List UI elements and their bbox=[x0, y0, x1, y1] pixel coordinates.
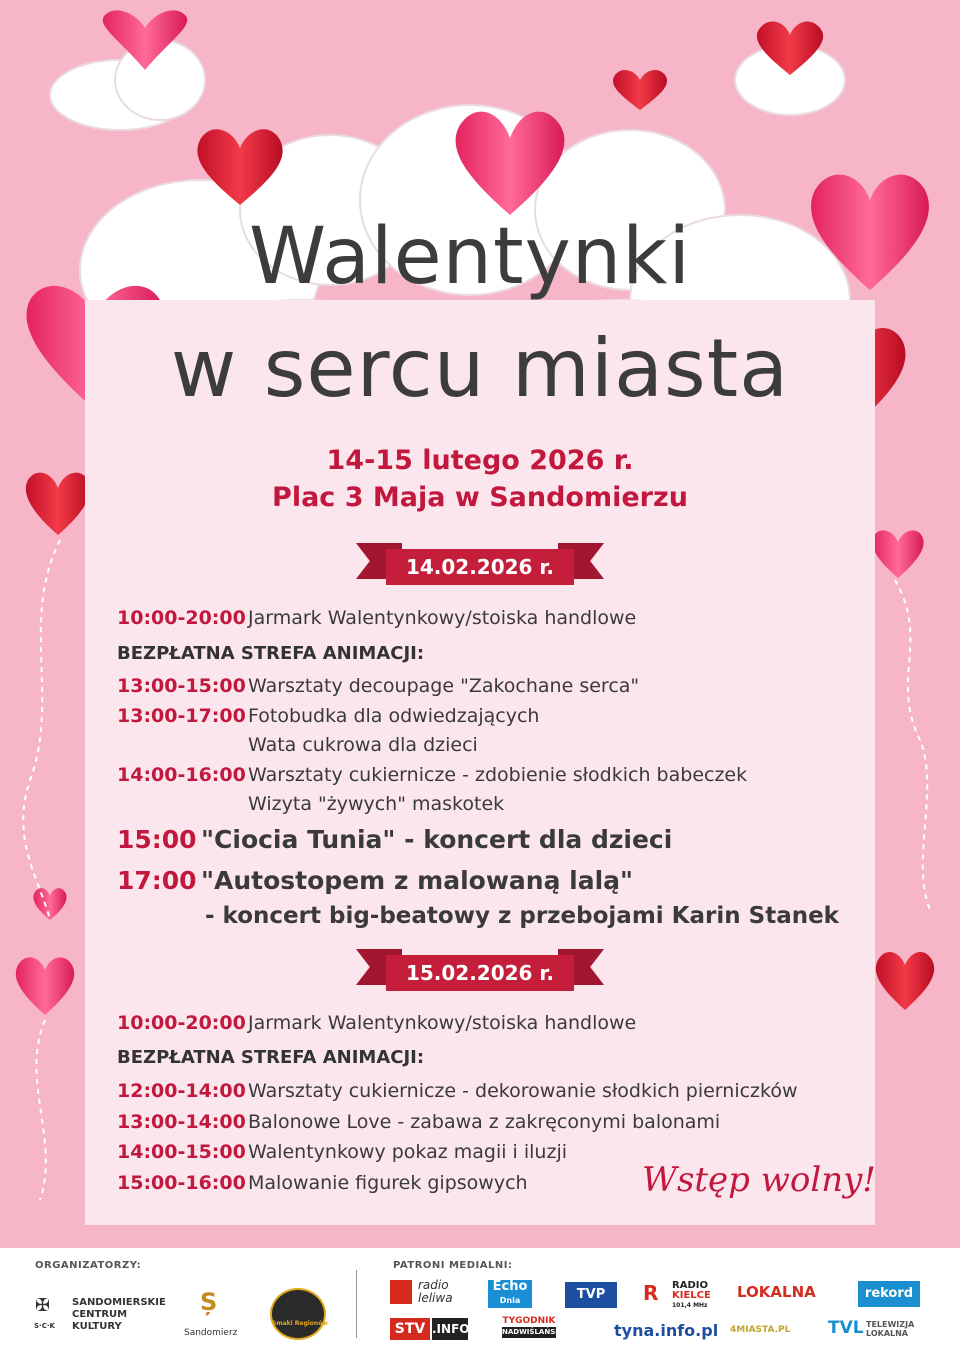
tvp-logo: TVP bbox=[565, 1282, 617, 1308]
stv-info-logo: .INFO bbox=[432, 1318, 468, 1340]
day2-item bbox=[117, 1141, 567, 1163]
media-label: PATRONI MEDIALNI: bbox=[393, 1260, 513, 1271]
smaki-regionow-logo: Smaki Regionów bbox=[270, 1288, 326, 1340]
concert-name: "Autostopem z malowaną lalą" bbox=[201, 866, 634, 895]
radio-leliwa-icon bbox=[390, 1280, 412, 1304]
activity: Jarmark Walentynkowy/stoiska handlowe bbox=[248, 1012, 637, 1034]
title-line1: Walentynki bbox=[248, 212, 692, 302]
free-entry-note: Wstęp wolny! bbox=[642, 1160, 876, 1200]
day1-item bbox=[117, 675, 639, 697]
tvl-logo-text: TELEWIZJA LOKALNA bbox=[866, 1320, 915, 1338]
sck-logo-icon: ✠ bbox=[35, 1295, 51, 1316]
time: 12:00-14:00 bbox=[117, 1080, 246, 1102]
day2-item bbox=[117, 1172, 528, 1194]
day1-item bbox=[117, 705, 539, 727]
activity: Warsztaty cukiernicze - zdobienie słodkich babeczek bbox=[248, 764, 748, 786]
footer-divider bbox=[356, 1270, 357, 1338]
time: 14:00-15:00 bbox=[117, 1141, 246, 1163]
day1-item bbox=[117, 764, 747, 786]
concert-name: "Ciocia Tunia" bbox=[201, 825, 396, 854]
rekord-logo: rekord bbox=[858, 1281, 920, 1307]
day1-label: 14.02.2026 r. bbox=[386, 549, 574, 585]
time: 10:00-20:00 bbox=[117, 1012, 246, 1034]
echo-dnia-logo: Echo Dnia bbox=[488, 1280, 532, 1308]
concert-desc: - koncert dla dzieci bbox=[395, 825, 673, 854]
day2-market-row bbox=[117, 1012, 636, 1034]
day1-ribbon bbox=[360, 543, 600, 585]
lokalna-logo: LOKALNA bbox=[737, 1283, 816, 1301]
concert-time: 17:00 bbox=[117, 866, 197, 895]
sck-logo-letters: S·C·K bbox=[34, 1322, 55, 1330]
radio-kielce-logo: RADIO KIELCE 101,4 MHz bbox=[672, 1280, 711, 1309]
event-dates: 14-15 lutego 2026 r. bbox=[326, 445, 634, 476]
radio-kielce-icon: R bbox=[643, 1281, 659, 1305]
time: 10:00-20:00 bbox=[117, 607, 246, 629]
day1-item-continuation: Wata cukrowa dla dzieci bbox=[248, 734, 478, 756]
organizers-label: ORGANIZATORZY: bbox=[35, 1260, 142, 1271]
tyna-info-logo: tyna.info.pl bbox=[614, 1321, 719, 1340]
activity: Balonowe Love - zabawa z zakręconymi balonami bbox=[248, 1111, 721, 1133]
day2-item bbox=[117, 1080, 798, 1102]
sck-logo-text: SANDOMIERSKIE CENTRUM KULTURY bbox=[72, 1297, 166, 1332]
4miasta-logo: 4MIASTA.PL bbox=[730, 1325, 791, 1335]
activity: Malowanie figurek gipsowych bbox=[248, 1172, 528, 1194]
day1-zone-heading: BEZPŁATNA STREFA ANIMACJI: bbox=[117, 643, 425, 664]
day2-label: 15.02.2026 r. bbox=[386, 955, 574, 991]
activity: Fotobudka dla odwiedzających bbox=[248, 705, 540, 727]
event-place: Plac 3 Maja w Sandomierzu bbox=[272, 482, 688, 513]
time: 13:00-17:00 bbox=[117, 705, 246, 727]
day2-ribbon bbox=[360, 949, 600, 991]
time: 15:00-16:00 bbox=[117, 1172, 246, 1194]
time: 14:00-16:00 bbox=[117, 764, 246, 786]
sandomierz-crest-icon: Ș bbox=[200, 1288, 218, 1316]
day2-item bbox=[117, 1111, 720, 1133]
tygodnik-logo: TYGODNIK NADWIŚLAŃSKI bbox=[502, 1316, 564, 1336]
time: 13:00-15:00 bbox=[117, 675, 246, 697]
title-line2: w sercu miasta bbox=[170, 322, 790, 415]
time: 13:00-14:00 bbox=[117, 1111, 246, 1133]
tvl-logo-icon: TVL bbox=[828, 1318, 864, 1338]
day1-item-continuation: Wizyta "żywych" maskotek bbox=[248, 793, 505, 815]
activity: Warsztaty cukiernicze - dekorowanie słodkich pierniczków bbox=[248, 1080, 798, 1102]
concert1-row bbox=[117, 825, 672, 854]
concert-time: 15:00 bbox=[117, 825, 197, 854]
concert2-desc: - koncert big-beatowy z przebojami Karin Stanek bbox=[205, 903, 839, 929]
concert2-row bbox=[117, 866, 633, 895]
activity: Warsztaty decoupage "Zakochane serca" bbox=[248, 675, 640, 697]
day2-zone-heading: BEZPŁATNA STREFA ANIMACJI: bbox=[117, 1047, 425, 1068]
activity: Jarmark Walentynkowy/stoiska handlowe bbox=[248, 607, 637, 629]
sandomierz-logo-text: Sandomierz bbox=[184, 1328, 238, 1338]
stv-logo: STV bbox=[390, 1318, 430, 1340]
radio-leliwa-logo: radio leliwa bbox=[418, 1278, 453, 1305]
activity: Walentynkowy pokaz magii i iluzji bbox=[248, 1141, 568, 1163]
day1-market-row bbox=[117, 607, 636, 629]
